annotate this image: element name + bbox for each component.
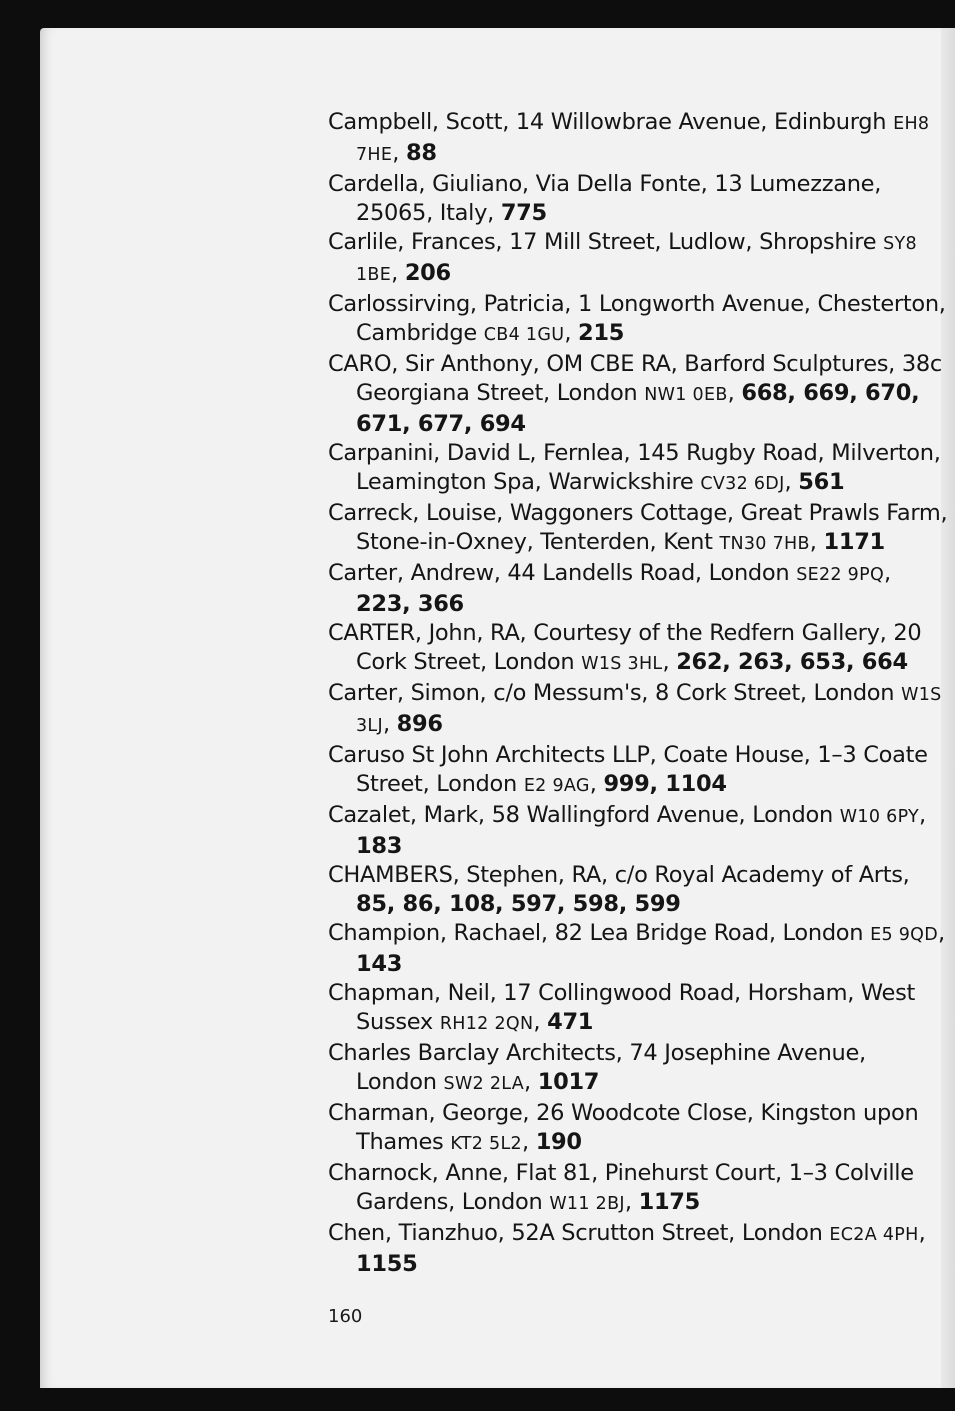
entry-postcode: E2 9AG bbox=[523, 776, 590, 796]
entry-name-address: Charles Barclay Architects, 74 Josephine Avenue, London bbox=[328, 1040, 866, 1095]
entry-name-address: CARTER, John, RA, Courtesy of the Redfern Gallery, 20 Cork Street, London bbox=[328, 620, 922, 675]
index-entry: Caruso St John Architects LLP, Coate House, 1–3 Coate Street, London E2 9AG, 999, 1104 bbox=[328, 742, 928, 797]
index-entry: Carlossirving, Patricia, 1 Longworth Avenue, Chesterton, Cambridge CB4 1GU, 215 bbox=[328, 291, 946, 346]
entry-page-refs: 206 bbox=[404, 260, 451, 286]
entry-page-refs: 215 bbox=[578, 320, 625, 346]
entry-page-refs: 223, 366 bbox=[356, 591, 464, 617]
entry-page-refs: 1155 bbox=[356, 1251, 418, 1277]
entry-name-address: Carter, Andrew, 44 Landells Road, London bbox=[328, 560, 790, 586]
index-entry: Charman, George, 26 Woodcote Close, Kingston upon Thames KT2 5L2, 190 bbox=[328, 1100, 919, 1155]
entry-name-address: Carpanini, David L, Fernlea, 145 Rugby Road, Milverton, Leamington Spa, Warwickshire bbox=[328, 440, 941, 495]
entry-name-address: CARO, Sir Anthony, OM CBE RA, Barford Sculptures, 38c Georgiana Street, London bbox=[328, 351, 942, 406]
entry-postcode: E5 9QD bbox=[870, 925, 939, 945]
entry-name-address: Carlossirving, Patricia, 1 Longworth Avenue, Chesterton, Cambridge bbox=[328, 291, 946, 346]
entry-page-refs: 262, 263, 653, 664 bbox=[676, 649, 908, 675]
entry-name-address: Campbell, Scott, 14 Willowbrae Avenue, Edinburgh bbox=[328, 109, 887, 135]
entry-postcode: KT2 5L2 bbox=[450, 1134, 522, 1154]
entry-page-refs: 1175 bbox=[638, 1189, 701, 1215]
entry-page-refs: 85, 86, 108, 597, 598, 599 bbox=[356, 891, 681, 917]
index-entry bbox=[328, 861, 948, 919]
entry-page-refs: 775 bbox=[500, 200, 547, 226]
index-entry: Carter, Andrew, 44 Landells Road, London SE22 9PQ, 223, 366 bbox=[328, 560, 891, 617]
entry-name-address: Carter, Simon, c/o Messum's, 8 Cork Street, London bbox=[328, 680, 895, 706]
index-entry: Chapman, Neil, 17 Collingwood Road, Horsham, West Sussex RH12 2QN, 471 bbox=[328, 980, 916, 1035]
entry-postcode: W10 6PY bbox=[839, 807, 920, 827]
entry-page-refs: 143 bbox=[356, 951, 403, 977]
entry-name-address: CHAMBERS, Stephen, RA, c/o Royal Academy of Arts, bbox=[328, 862, 910, 888]
entry-postcode: CV32 6DJ bbox=[700, 474, 785, 494]
index-entry: Cardella, Giuliano, Via Della Fonte, 13 Lumezzane, 25065, Italy, 775 bbox=[328, 171, 882, 226]
entry-postcode: SW2 2LA bbox=[443, 1074, 525, 1094]
entry-postcode: W1S 3LJ bbox=[356, 685, 942, 736]
entry-name-address: Carreck, Louise, Waggoners Cottage, Great Prawls Farm, Stone-in-Oxney, Tenterden, Kent bbox=[328, 500, 948, 555]
entry-postcode: NW1 0EB bbox=[644, 385, 728, 405]
entry-page-refs: 1017 bbox=[537, 1069, 600, 1095]
index-entry: Chen, Tianzhuo, 52A Scrutton Street, London EC2A 4PH, 1155 bbox=[328, 1220, 926, 1277]
entry-postcode: RH12 2QN bbox=[439, 1014, 534, 1034]
entry-postcode: W1S 3HL bbox=[581, 654, 663, 674]
entry-page-refs: 668, 669, 670, 671, 677, 694 bbox=[356, 380, 920, 437]
entry-postcode: EC2A 4PH bbox=[829, 1225, 919, 1245]
index-entry: Carpanini, David L, Fernlea, 145 Rugby Road, Milverton, Leamington Spa, Warwickshire CV32 6DJ, 561 bbox=[328, 440, 941, 495]
entry-postcode: W11 2BJ bbox=[549, 1194, 625, 1214]
index-entry: Charnock, Anne, Flat 81, Pinehurst Court, 1–3 Colville Gardens, London W11 2BJ, 1175 bbox=[328, 1160, 914, 1215]
entry-name-address: Chen, Tianzhuo, 52A Scrutton Street, London bbox=[328, 1220, 823, 1246]
entry-postcode: SE22 9PQ bbox=[796, 565, 885, 585]
index-entry: Campbell, Scott, 14 Willowbrae Avenue, Edinburgh EH8 7HE, 88 bbox=[328, 109, 930, 166]
entry-page-refs: 183 bbox=[356, 833, 403, 859]
entry-name-address: Charman, George, 26 Woodcote Close, Kingston upon Thames bbox=[328, 1100, 919, 1155]
index-entry: CARTER, John, RA, Courtesy of the Redfern Gallery, 20 Cork Street, London W1S 3HL, 262, 263, 653, 664 bbox=[328, 620, 922, 675]
page-number: 160 bbox=[328, 1306, 363, 1327]
index-entry: CARO, Sir Anthony, OM CBE RA, Barford Sculptures, 38c Georgiana Street, London NW1 0EB, 668, 669, 670, 671, 677, 694 bbox=[328, 351, 942, 437]
entry-page-refs: 896 bbox=[396, 711, 443, 737]
entry-name-address: Carlile, Frances, 17 Mill Street, Ludlow, Shropshire bbox=[328, 229, 877, 255]
entry-postcode: EH8 7HE bbox=[356, 114, 930, 165]
entry-name-address: Cazalet, Mark, 58 Wallingford Avenue, London bbox=[328, 802, 833, 828]
book-page bbox=[40, 28, 955, 1388]
entry-name-address: Chapman, Neil, 17 Collingwood Road, Horsham, West Sussex bbox=[328, 980, 916, 1035]
entry-postcode: SY8 1BE bbox=[356, 234, 917, 285]
entry-page-refs: 190 bbox=[535, 1129, 582, 1155]
entry-page-refs: 88 bbox=[405, 140, 437, 166]
entry-name-address: Champion, Rachael, 82 Lea Bridge Road, London bbox=[328, 920, 864, 946]
index-entries bbox=[328, 108, 948, 1279]
entry-page-refs: 1171 bbox=[823, 529, 885, 555]
entry-page-refs: 999, 1104 bbox=[603, 771, 727, 797]
entry-name-address: Charnock, Anne, Flat 81, Pinehurst Court, 1–3 Colville Gardens, London bbox=[328, 1160, 914, 1215]
index-entry: Charles Barclay Architects, 74 Josephine Avenue, London SW2 2LA, 1017 bbox=[328, 1040, 866, 1095]
entry-page-refs: 471 bbox=[547, 1009, 594, 1035]
entry-postcode: CB4 1GU bbox=[483, 325, 565, 345]
index-entry: Carreck, Louise, Waggoners Cottage, Great Prawls Farm, Stone-in-Oxney, Tenterden, Kent TN30 7HB, 1171 bbox=[328, 500, 948, 555]
entry-page-refs: 561 bbox=[798, 469, 845, 495]
index-entry: Champion, Rachael, 82 Lea Bridge Road, London E5 9QD, 143 bbox=[328, 920, 945, 977]
index-entry: Carlile, Frances, 17 Mill Street, Ludlow, Shropshire SY8 1BE, 206 bbox=[328, 229, 917, 286]
entry-postcode: TN30 7HB bbox=[719, 534, 810, 554]
entry-name-address: Caruso St John Architects LLP, Coate House, 1–3 Coate Street, London bbox=[328, 742, 928, 797]
index-entry: Carter, Simon, c/o Messum's, 8 Cork Street, London W1S 3LJ, 896 bbox=[328, 680, 942, 737]
index-entry: Cazalet, Mark, 58 Wallingford Avenue, London W10 6PY, 183 bbox=[328, 802, 926, 859]
entry-name-address: Cardella, Giuliano, Via Della Fonte, 13 Lumezzane, 25065, Italy bbox=[328, 171, 882, 226]
